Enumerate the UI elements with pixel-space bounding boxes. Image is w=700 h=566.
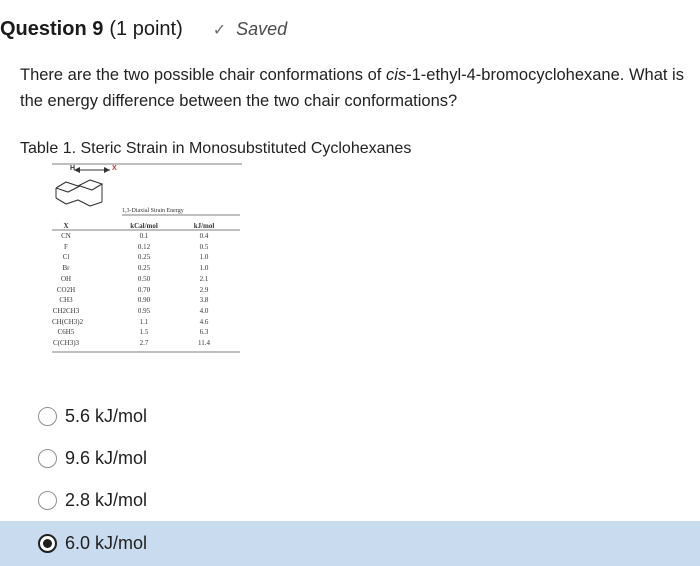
table-cell-kcal: 0.70	[137, 285, 151, 294]
table-cell-substituent: CH3	[59, 296, 73, 305]
option-label: 2.8 kJ/mol	[65, 489, 148, 510]
table-cell-substituent: CH2CH3	[52, 306, 80, 315]
table-cell-kj: 11.4	[198, 339, 210, 347]
option-label: 9.6 kJ/mol	[65, 447, 148, 468]
table-cell-substituent: CN	[61, 232, 71, 240]
saved-text: Saved	[236, 19, 288, 39]
table-cell-kcal: 0.12	[137, 242, 151, 251]
table-cell-substituent: OH	[60, 274, 72, 283]
table-cell-substituent: F	[64, 242, 68, 251]
saved-status	[213, 19, 287, 40]
option-1[interactable]	[0, 395, 700, 437]
table-cell-substituent: C(CH3)3	[52, 339, 80, 347]
radio-button[interactable]	[38, 449, 57, 468]
table-cell-kj: 4.0	[199, 306, 209, 315]
option-label: 5.6 kJ/mol	[65, 405, 148, 426]
question-header	[0, 18, 287, 52]
question-points: (1 point)	[109, 18, 183, 40]
table-cell-kj: 2.9	[199, 285, 209, 294]
table-cell-kcal: 0.90	[137, 296, 151, 305]
table-cell-substituent: Cl	[62, 253, 70, 262]
table-cell-kcal: 0.25	[137, 264, 151, 273]
table-super-header: 1,3-Diaxial Strain Energy	[122, 208, 184, 214]
table-cell-kcal: 2.7	[139, 339, 149, 347]
table-cell-kcal: 0.25	[137, 253, 151, 262]
steric-strain-table-image: H X 1,3-Diaxial Strain Energy X kCal/mol kJ/mol CN 0.1 0.4 F 0.12 0.5 Cl 0.25 1.0 Br 0.25 1.0 OH 0.50 2.1 CO2H 0.70 2.9 CH3 0.90 3.8 CH2CH3 0.95 4.0 CH(CH3)2 1.1 4.6 C6H5 1.5 6.3 C(CH3)3 2.7 11.4	[52, 162, 242, 357]
table-cell-kcal: 0.1	[139, 232, 149, 240]
table-cell-substituent: CH(CH3)2	[52, 317, 84, 326]
option-3[interactable]	[0, 479, 700, 521]
table-cell-kj: 1.0	[199, 253, 209, 262]
header-kcal: kCal/mol	[130, 222, 158, 230]
table-cell-kj: 4.6	[199, 317, 209, 326]
table-cell-kj: 6.3	[199, 328, 209, 337]
table-cell-kj: 0.5	[199, 242, 209, 251]
table-cell-kcal: 0.95	[137, 306, 151, 315]
table-cell-kcal: 1.1	[139, 317, 149, 326]
header-kj: kJ/mol	[193, 222, 215, 230]
radio-button[interactable]	[38, 407, 57, 426]
table-cell-kj: 0.4	[199, 232, 209, 240]
radio-button[interactable]	[38, 491, 57, 510]
radio-button-checked[interactable]	[38, 534, 57, 553]
option-4[interactable]	[0, 521, 700, 566]
option-label: 6.0 kJ/mol	[65, 533, 148, 553]
option-2[interactable]	[0, 437, 700, 479]
table-cell-kcal: 0.50	[137, 274, 151, 283]
question-text: There are the two possible chair conformations of cis-1-ethyl-4-bromocyclohexane. What is the energy difference between the two chair conformations?	[20, 66, 684, 110]
table-cell-kj: 1.0	[199, 264, 209, 273]
table-cell-substituent: C6H5	[57, 328, 75, 337]
table-cell-kcal: 1.5	[139, 328, 149, 337]
table-cell-kj: 3.8	[199, 296, 209, 305]
table-cell-substituent: CO2H	[56, 285, 76, 294]
table-cell-substituent: Br	[62, 264, 70, 273]
table-cell-kj: 2.1	[199, 274, 209, 283]
table-caption: Table 1. Steric Strain in Monosubstituted Cyclohexanes	[20, 140, 412, 157]
check-icon: ✓	[212, 22, 227, 39]
header-x: X	[63, 222, 69, 230]
answer-options	[0, 395, 700, 566]
question-title: Question 9	[0, 18, 104, 40]
